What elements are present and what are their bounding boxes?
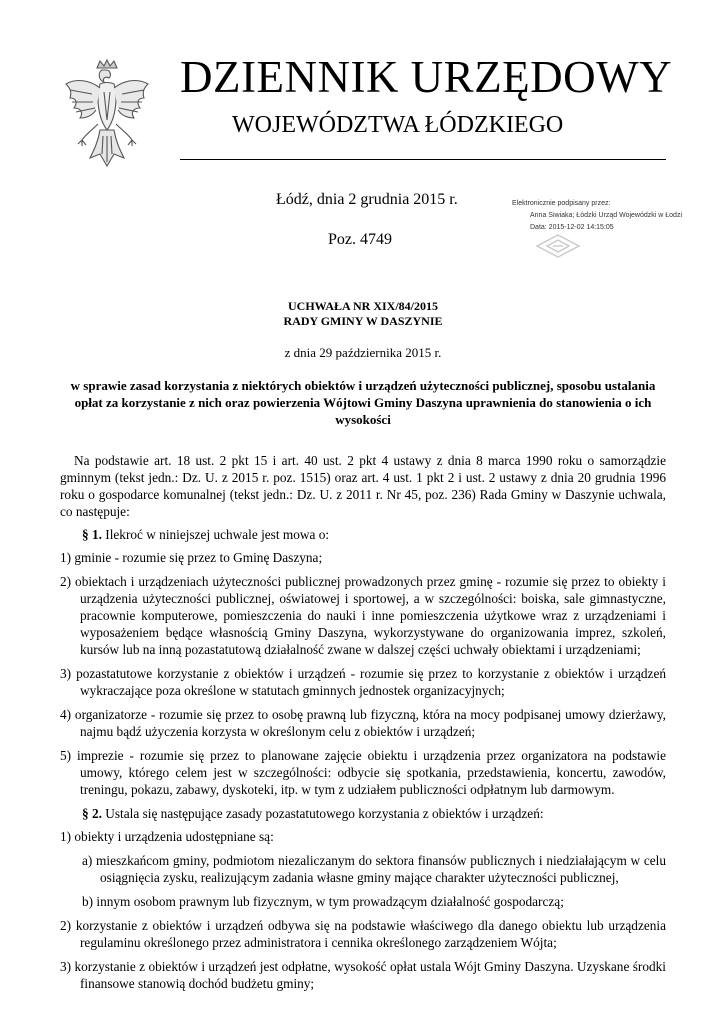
list-item: 1) gminie - rozumie się przez to Gminę Daszyna; xyxy=(60,550,323,565)
document-body xyxy=(60,452,666,999)
publication-place-date: Łódź, dnia 2 grudnia 2015 r. xyxy=(276,191,458,208)
preamble: Na podstawie art. 18 ust. 2 pkt 15 i art. 40 ust. 2 pkt 4 ustawy z dnia 8 marca 1990 roku o samorządzie gminnym (tekst jedn.: Dz. U. z 2015 r. poz. 1515) oraz art. 4 ust. 1 pkt 2 i ust. 2 ustawy z dnia 20 grudnia 1996 roku o gospodarce komunalnej (tekst jedn.: Dz. U. z 2011 r. Nr 45, poz. 236) Rada Gminy w Daszynie uchwala, co następuje: xyxy=(60,453,666,519)
list-item: 3) korzystanie z obiektów i urządzeń jest odpłatne, wysokość opłat ustala Wójt Gminy Daszyna. Uzyskane środki finansowe stanowią dochód budżetu gminy; xyxy=(60,959,666,991)
section-2-heading xyxy=(60,805,666,822)
act-number: UCHWAŁA NR XIX/84/2015 xyxy=(287,299,438,313)
signature-signer: Anna Siwiaka; Łódzki Urząd Wojewódzki w Łodzi xyxy=(530,212,682,219)
section-1-text: Ilekroć w niniejszej uchwale jest mowa o: xyxy=(101,527,330,542)
act-issuer: RADY GMINY W DASZYNIE xyxy=(283,314,443,328)
list-item: 2) obiektach i urządzeniach użyteczności publicznej prowadzonych przez gminę - rozumie się przez to obiekty i urządzenia użyteczności publicznej, oświatowej i sportowej, a w szczególności: boiska, sale gimnastyczne, pracownie komputerowe, pomieszczenia do nauki i inne pomieszczenia użytkowe wraz z urządzeniami i wyposażeniem będące własnością Gminy Daszyna, wykorzystywane do organizowania imprez, szkoleń, kursów lub na inną pozastatutową działalność zwane w dalszej części uchwały obiektami i urządzeniami; xyxy=(60,574,666,657)
section-2-number: § 2. xyxy=(82,806,102,821)
signature-date: Data: 2015-12-02 14:15:05 xyxy=(530,224,614,231)
electronic-signature-note xyxy=(512,198,682,234)
section-1-number: § 1. xyxy=(82,527,102,542)
signature-label: Elektronicznie podpisany przez: xyxy=(512,200,611,207)
masthead-title: DZIENNIK URZĘDOWY xyxy=(180,52,673,102)
list-item: 5) imprezie - rozumie się przez to planowane zajęcie obiektu i urządzenia przez organizatora na podstawie umowy, którego celem jest w szczególności: odbycie się spotkania, przedstawienia, koncertu, zawodów, treningu, pokazu, zabawy, dyskoteki, itp. w tym z udziałem publiczności odpłatnym lub darmowym. xyxy=(60,748,666,797)
section-1-heading xyxy=(60,526,666,543)
list-item: 1) obiekty i urządzenia udostępniane są: xyxy=(60,829,274,844)
masthead-divider xyxy=(180,159,666,160)
act-date: z dnia 29 października 2015 r. xyxy=(284,345,442,360)
signature-check-icon xyxy=(533,232,583,260)
act-subject: w sprawie zasad korzystania z niektórych obiektów i urządzeń użyteczności publicznej, sposobu ustalania opłat za korzystanie z nich oraz powierzenia Wójtowi Gminy Daszyna uprawnienia do stanowienia o ich wysokości xyxy=(70,378,656,427)
masthead-subtitle: WOJEWÓDZTWA ŁÓDZKIEGO xyxy=(232,112,564,138)
sub-list-item: a) mieszkańcom gminy, podmiotom niezaliczanym do sektora finansów publicznych i niedziałającym w celu osiągnięcia zysku, realizującym zadania własne gminy mające charakter użyteczności publicznej, xyxy=(82,853,666,885)
sub-list-item: b) innym osobom prawnym lub fizycznym, w tym prowadzącym działalność gospodarczą; xyxy=(82,894,564,909)
position-number: Poz. 4749 xyxy=(328,231,392,248)
polish-eagle-emblem-icon xyxy=(62,58,152,176)
list-item: 4) organizatorze - rozumie się przez to osobę prawną lub fizyczną, która na mocy podpisanej umowy dzierżawy, najmu bądź użyczenia korzysta w określonym celu z obiektów i urządzeń; xyxy=(60,707,666,739)
list-item: 2) korzystanie z obiektów i urządzeń odbywa się na podstawie właściwego dla danego obiektu lub urządzenia regulaminu określonego przez administratora i cennika określonego zarządzeniem Wójta; xyxy=(60,918,666,950)
list-item: 3) pozastatutowe korzystanie z obiektów i urządzeń - rozumie się przez to korzystanie z obiektów i urządzeń wykraczające poza określone w statutach gminnych jednostek organizacyjnych; xyxy=(60,666,666,698)
section-2-text: Ustala się następujące zasady pozastatutowego korzystania z obiektów i urządzeń: xyxy=(101,806,544,821)
